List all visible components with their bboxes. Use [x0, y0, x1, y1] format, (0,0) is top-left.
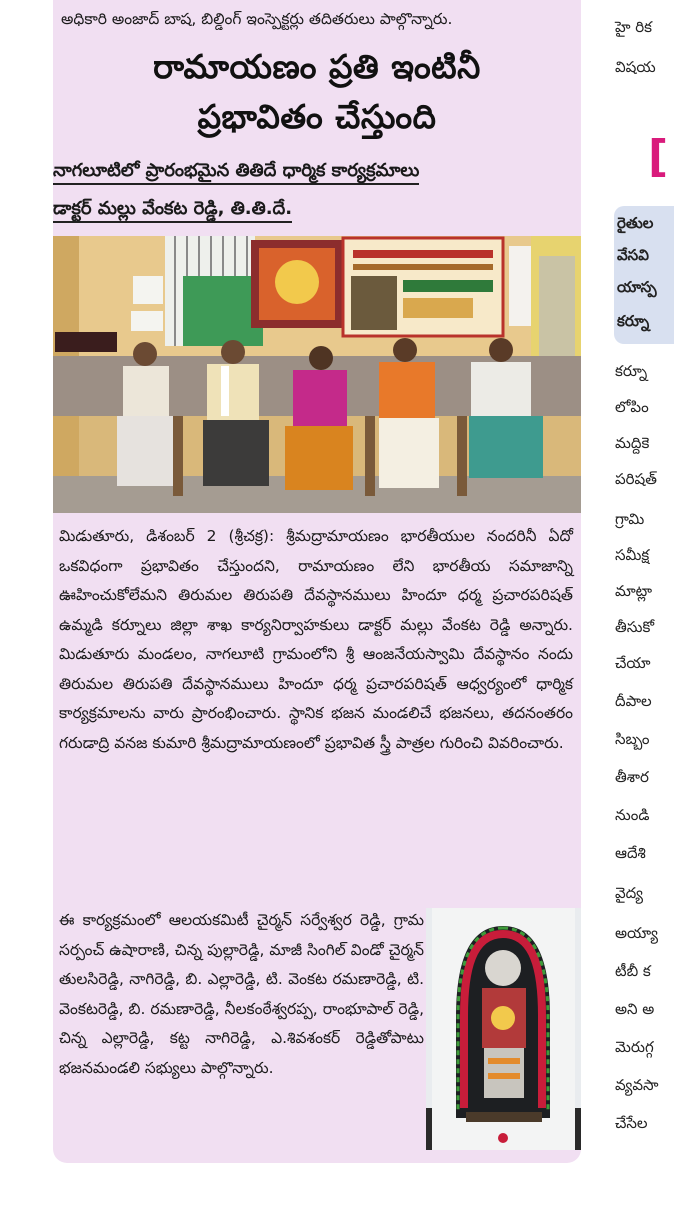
subheadline-text-2: డాక్టర్ మల్లు వేంకట రెడ్డి, తి.తి.దే. — [53, 198, 292, 223]
headline-line-2: ప్రభావితం చేస్తుంది — [197, 97, 437, 136]
adjacent-line: సిబ్బం — [615, 730, 650, 748]
adjacent-line: చేసేల — [615, 1114, 648, 1132]
adjacent-line: నుండి — [615, 806, 650, 824]
headline — [53, 42, 581, 142]
headline-line-1: రామాయణం ప్రతి ఇంటినీ — [153, 47, 481, 86]
adjacent-line: తీశార — [615, 768, 649, 786]
adjacent-line: చేయా — [615, 654, 651, 672]
adjacent-box-line: యాస్ప — [617, 278, 657, 296]
adjacent-line: తీసుకో — [615, 618, 655, 636]
adjacent-article-cropped — [612, 0, 669, 1222]
body-paragraph: మిడుతూరు, డిశంబర్ 2 (శ్రీచక్ర): శ్రీమద్రామాయణం భారతీయుల నందరినీ ఏదో ఒకవిధంగా ప్రభావితం చేస్తుందని, రామాయణం లేని భారతీయ సమాజాన్ని ఊహించుకోలేమని తిరుమల తిరుపతి దేవస్థానములు హిందూ ధర్మ ప్రచారపరిషత్ ఉమ్మడి కర్నూలు జిల్లా శాఖ కార్యనిర్వాహకులు డాక్టర్ మల్లు వేంకట రెడ్డి అన్నారు. మిడుతూరు మండలం, నాగలూటి గ్రామంలోని శ్రీ ఆంజనేయస్వామి దేవస్థానం నందు తిరుమల తిరుపతి దేవస్థానములు హిందూ ధర్మ ప్రచారపరిషత్ ఆధ్వర్యంలో ధార్మిక కార్యక్రమాలను వారు ప్రారంభించారు. స్థానిక భజన మండలిచే భజనలు, తదనంతరం గరుడాద్రి వనజ కుమారి శ్రీమద్రామాయణంలో ప్రభావిత స్త్రీ పాత్రల గురించి వివరించారు. — [59, 527, 573, 752]
adjacent-line: అయ్యా — [615, 924, 658, 942]
adjacent-line: ఆదేశి — [615, 844, 646, 862]
adjacent-line: మెరుగ్గ — [615, 1038, 654, 1056]
news-article — [53, 0, 581, 1163]
adjacent-line: లోపిం — [615, 398, 649, 416]
previous-article-last-line: అధికారి అంజాద్ బాష, బిల్డింగ్ ఇంస్పెక్టర్లు తదితరులు పాల్గొన్నారు. — [61, 10, 453, 28]
adjacent-box-line: కర్నూ — [617, 312, 650, 330]
adjacent-line: టీబీ క — [615, 962, 651, 980]
adjacent-line: మద్దికె — [615, 434, 650, 452]
adjacent-box-line: రైతుల — [617, 214, 654, 232]
subheadline-line-1 — [53, 158, 581, 184]
adjacent-line: మాట్లా — [615, 582, 653, 600]
adjacent-line: విషయ — [615, 58, 656, 76]
adjacent-line: గ్రామి — [615, 510, 645, 528]
event-photo — [53, 236, 581, 513]
adjacent-line: వైద్య — [615, 884, 644, 902]
adjacent-line: సమీక్ష — [615, 546, 650, 564]
subheadline-line-2 — [53, 196, 581, 222]
adjacent-line: హై రిక — [615, 18, 652, 36]
adjacent-line: కర్నూ — [615, 362, 648, 380]
adjacent-line: పరిషత్ — [615, 470, 657, 488]
adjacent-highlight-box — [614, 206, 674, 344]
deity-photo — [426, 908, 581, 1150]
adjacent-box-line: వేసవి — [617, 246, 649, 264]
subheadline-text-1: నాగలూటిలో ప్రారంభమైన తితిదే ధార్మిక కార్యక్రమాలు — [53, 160, 419, 185]
attendees-paragraph: ఈ కార్యక్రమంలో ఆలయకమిటీ చైర్మన్ సర్వేశ్వర రెడ్డి, గ్రామ సర్పంచ్ ఉషారాణి, చిన్న పుల్లారెడ్డి, మాజీ సింగిల్ విండో చైర్మన్ తులసిరెడ్డి, నాగిరెడ్డి, బి. ఎల్లారెడ్డి, టి. వెంకట రమణారెడ్డి, టి. వెంకటరెడ్డి, బి. రమణారెడ్డి, నీలకంఠేశ్వరప్ప, రాంభూపాల్ రెడ్డి, చిన్న ఎల్లారెడ్డి, కట్ట నాగిరెడ్డి, ఎ.శివశంకర్ రెడ్డితోపాటు భజనమండలి సభ్యులు పాల్గొన్నారు. — [59, 911, 424, 1077]
adjacent-line: అని అ — [615, 1000, 655, 1018]
article-body — [59, 522, 573, 758]
adjacent-headline-fragment: [ — [648, 131, 669, 182]
article-body-attendees — [59, 906, 424, 1083]
adjacent-line: దీపాల — [615, 692, 652, 710]
adjacent-line: వ్యవసా — [615, 1076, 659, 1094]
